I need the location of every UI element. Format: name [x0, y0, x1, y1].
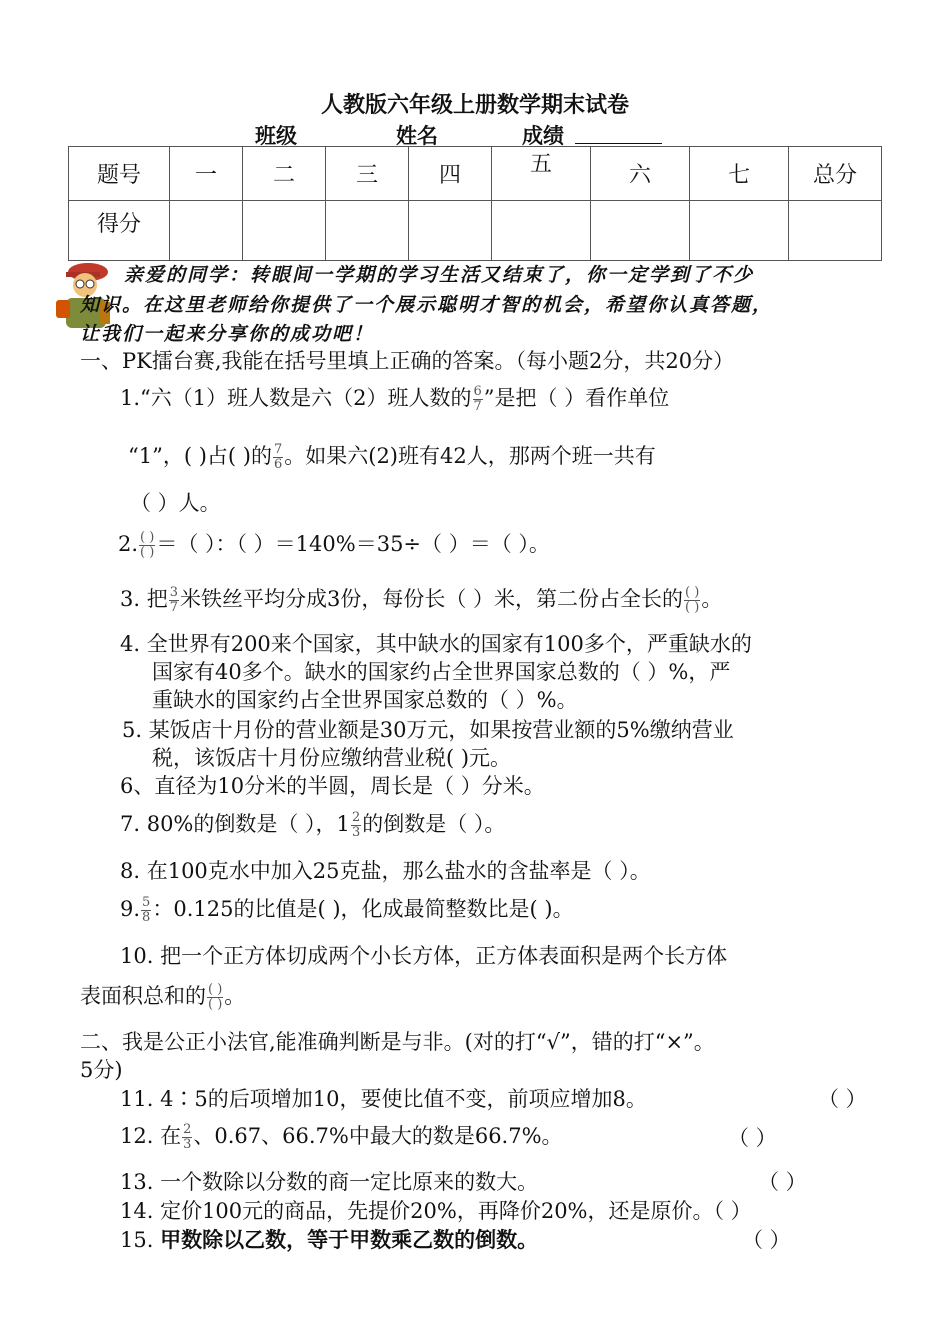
- fraction-numerator: 5: [142, 895, 151, 910]
- section2-title: 二、我是公正小法官,能准确判断是与非。(对的打“√”，错的打“×”。: [80, 1030, 715, 1054]
- question-text: 12. 在: [120, 1124, 182, 1148]
- fraction: [141, 896, 151, 925]
- question-13: 13. 一个数除以分数的商一定比原来的数大。: [120, 1170, 539, 1194]
- question-text: 的倒数是（ ）。: [362, 812, 506, 836]
- table-cell: 四: [409, 147, 492, 201]
- score-cell[interactable]: [409, 201, 492, 261]
- table-header-row: [69, 147, 882, 201]
- fraction: [684, 586, 700, 615]
- question-text: ＝（ ）：（ ）＝140%＝35÷（ ）＝（ ）。: [156, 532, 550, 556]
- intro-line-3: 让我们一起来分享你的成功吧！: [80, 323, 375, 345]
- fraction-numerator: ( ): [208, 982, 223, 997]
- score-cell[interactable]: [492, 201, 591, 261]
- question-text: 3. 把: [120, 587, 168, 611]
- question-text: 。如果六(2)班有42人，那两个班一共有: [284, 444, 656, 468]
- table-score-row: [69, 201, 882, 261]
- question-text: 。: [701, 587, 723, 611]
- answer-parentheses[interactable]: （ ）: [742, 1228, 791, 1252]
- intro-line-1: 亲爱的同学：转眼间一学期的学习生活又结束了，你一定学到了不少: [124, 264, 755, 286]
- fraction-numerator: 6: [473, 384, 482, 399]
- question-6: 6、直径为10分米的半圆，周长是（ ）分米。: [120, 774, 545, 798]
- answer-parentheses[interactable]: （ ）: [758, 1170, 807, 1194]
- score-cell[interactable]: [591, 201, 690, 261]
- question-text: 。: [224, 984, 246, 1008]
- section1-title: 一、PK擂台赛,我能在括号里填上正确的答案。（每小题2分，共20分）: [80, 349, 735, 373]
- question-1: [120, 382, 669, 414]
- question-5-line-2: 税，该饭店十月份应缴纳营业税( )元。: [152, 746, 512, 770]
- question-9: [120, 893, 574, 925]
- question-text: 米铁丝平均分成3份，每份长（ ）米，第二份占全长的: [180, 587, 684, 611]
- question-text: 2.: [118, 532, 139, 556]
- fraction-numerator: ( ): [140, 530, 155, 545]
- score-cell[interactable]: [326, 201, 409, 261]
- fraction-denominator: 3: [351, 825, 361, 840]
- fraction-numerator: 7: [273, 442, 283, 457]
- fraction: [182, 1123, 192, 1152]
- answer-parentheses[interactable]: （ ）: [728, 1126, 777, 1150]
- fraction-denominator: ( ): [208, 997, 223, 1012]
- score-cell[interactable]: [243, 201, 326, 261]
- fraction-denominator: 6: [273, 457, 283, 472]
- fraction-denominator: ( ): [140, 545, 155, 560]
- table-cell: 三: [326, 147, 409, 201]
- score-cell[interactable]: [789, 201, 882, 261]
- table-cell: 二: [243, 147, 326, 201]
- question-15: [120, 1224, 538, 1254]
- question-5-line-1: 5. 某饭店十月份的营业额是30万元，如果按营业额的5%缴纳营业: [122, 718, 734, 742]
- question-4-line-3: 重缺水的国家约占全世界国家总数的（ ）%。: [152, 688, 578, 712]
- fraction: [139, 531, 155, 560]
- score-cell[interactable]: [690, 201, 789, 261]
- question-text: “1”，( )占( )的: [128, 444, 272, 468]
- table-cell: 一: [170, 147, 243, 201]
- fraction-numerator: 3: [169, 585, 178, 600]
- fraction-numerator: 2: [183, 1122, 192, 1137]
- intro-line-2: 知识。在这里老师给你提供了一个展示聪明才智的机会，希望你认真答题，: [80, 294, 774, 316]
- table-cell: 得分: [69, 201, 170, 261]
- score-cell[interactable]: [170, 201, 243, 261]
- question-10-line-1: 10. 把一个正方体切成两个小长方体，正方体表面积是两个长方体: [120, 944, 728, 968]
- question-text: 15.: [120, 1228, 161, 1252]
- question-text: 1.“六（1）班人数是六（2）班人数的: [120, 386, 472, 410]
- question-11: 11. 4∶5的后项增加10，要使比值不变，前项应增加8。: [120, 1087, 647, 1111]
- question-1-line-3: （ ）人。: [130, 491, 221, 515]
- question-2: [118, 528, 550, 560]
- fraction-denominator: 3: [183, 1137, 192, 1152]
- score-underline: [575, 143, 662, 144]
- question-4-line-1: 4. 全世界有200来个国家，其中缺水的国家有100多个，严重缺水的: [120, 632, 752, 656]
- question-text: 7. 80%的倒数是（ ），1: [120, 812, 350, 836]
- fraction: [473, 385, 483, 414]
- fraction: [207, 983, 223, 1012]
- fraction-denominator: 8: [142, 910, 151, 925]
- question-text: ”是把（ ）看作单位: [483, 386, 670, 410]
- question-text: ：0.125的比值是( )，化成最简整数比是( )。: [152, 897, 574, 921]
- question-14: 14. 定价100元的商品，先提价20%，再降价20%，还是原价。（ ）: [120, 1199, 752, 1223]
- question-3: [120, 583, 722, 615]
- question-7: [120, 808, 505, 840]
- table-cell: 七: [690, 147, 789, 201]
- table-cell: 五: [492, 147, 591, 201]
- question-1-line-2: [128, 440, 656, 472]
- fraction-numerator: 2: [351, 810, 361, 825]
- question-12: [120, 1120, 563, 1152]
- score-label: 成绩: [522, 123, 564, 148]
- fraction-numerator: ( ): [685, 585, 700, 600]
- name-label: 姓名: [396, 123, 438, 148]
- question-text: 、0.67、66.7%中最大的数是66.7%。: [193, 1124, 563, 1148]
- question-text: 9.: [120, 897, 141, 921]
- score-table: [68, 146, 882, 261]
- question-8: 8. 在100克水中加入25克盐，那么盐水的含盐率是（ ）。: [120, 859, 651, 883]
- fraction: [169, 586, 179, 615]
- table-cell: 题号: [69, 147, 170, 201]
- fraction: [351, 811, 361, 840]
- question-text: 表面积总和的: [80, 984, 206, 1008]
- page-title: 人教版六年级上册数学期末试卷: [320, 92, 629, 118]
- class-label: 班级: [255, 123, 297, 148]
- fraction-denominator: ( ): [685, 600, 700, 615]
- fraction-denominator: 7: [169, 600, 178, 615]
- fraction-denominator: 7: [473, 399, 482, 414]
- question-text: 甲数除以乙数，等于甲数乘乙数的倒数。: [160, 1227, 539, 1252]
- answer-parentheses[interactable]: （ ）: [818, 1087, 867, 1111]
- table-cell: 六: [591, 147, 690, 201]
- table-cell: 总分: [789, 147, 882, 201]
- section2-title-line-2: 5分): [80, 1058, 123, 1082]
- question-10-line-2: [80, 980, 245, 1012]
- question-4-line-2: 国家有40多个。缺水的国家约占全世界国家总数的（ ）%，严: [152, 660, 731, 684]
- fraction: [273, 443, 283, 472]
